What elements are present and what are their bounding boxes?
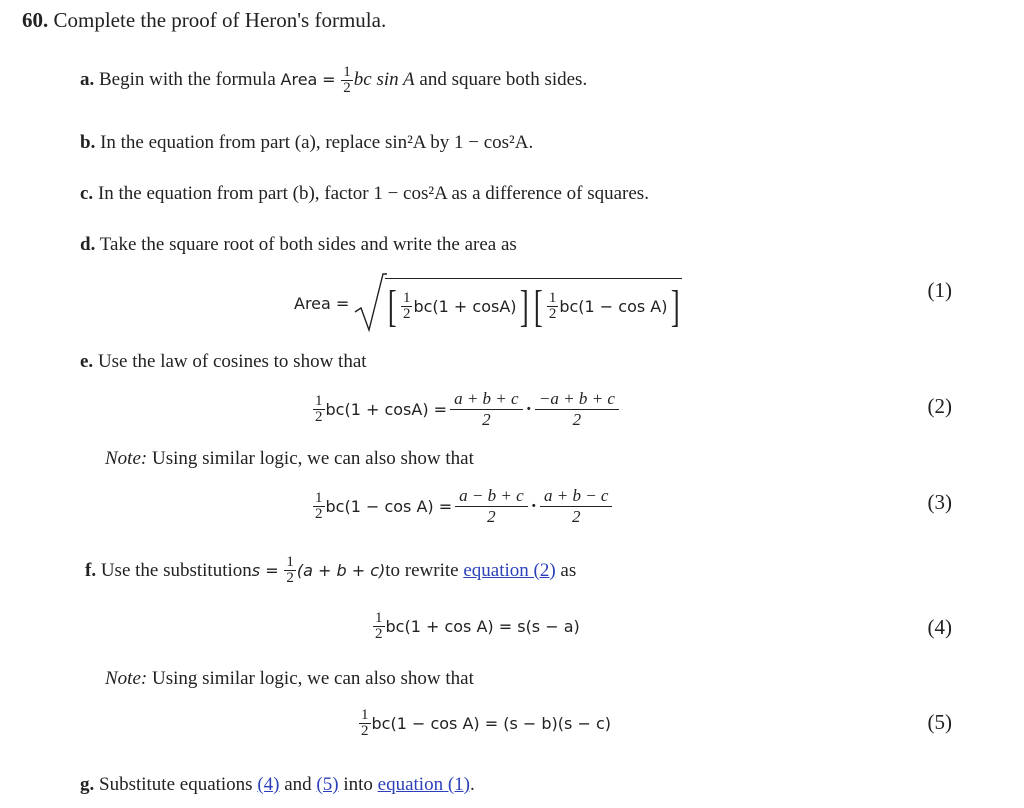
eq3-lhs: bc(1 − cos A) = [325,497,453,516]
part-e-text: Use the law of cosines to show that [97,351,367,372]
eq4-body: bc(1 + cos A) = s(s − a) [385,617,580,636]
part-d [80,234,517,256]
part-f-text-2: to rewrite [385,559,459,581]
substitution-s: s = [251,561,279,580]
part-d-label: d. [80,234,96,255]
area-word: Area [280,69,318,89]
part-g-text-2: and [279,774,317,795]
equation-3 [312,486,615,527]
problem-title: Complete the proof of Heron's formula. [53,8,387,32]
part-g-period: . [469,774,475,795]
part-g-text: Substitute equations [99,774,258,795]
equation-4 [372,611,580,642]
part-g-label: g. [80,774,95,795]
eq5-half: $\frac{1}{2}$ [361,707,369,739]
equation-2-link[interactable]: equation (2) [463,559,556,581]
note-2 [105,668,474,690]
eq2-fraction-1: $\frac{a + b + c}{2}$ [450,389,523,430]
sqrt-body [385,278,682,329]
note-1 [105,448,474,470]
part-e-label: e. [80,351,94,372]
part-g [80,774,475,796]
eq3-number: (3) [927,490,952,514]
part-b-label: b. [80,132,96,153]
problem-heading [22,8,386,33]
part-f-text: Use the substitution [100,559,252,581]
equation-2 [312,389,622,430]
problem-number: 60. [22,8,49,32]
eq5-body: bc(1 − cos A) = (s − b)(s − c) [371,714,611,733]
part-e [80,351,367,373]
left-bracket-2: [ [534,281,543,331]
equation-1 [294,272,682,334]
eq5-number: (5) [927,710,952,734]
left-bracket: [ [388,281,398,331]
equation-5 [358,708,611,739]
part-a [80,65,587,96]
eq1-number: (1) [927,278,952,302]
equation-4-link[interactable]: (4) [257,774,280,795]
part-f [85,555,576,586]
part-d-text: Take the square root of both sides and write the area as [99,234,517,255]
eq4-half: $\frac{1}{2}$ [375,610,383,642]
eq3-half: $\frac{1}{2}$ [315,490,323,522]
part-b-text: In the equation from part (a), replace sin²A by 1 − cos²A. [100,132,534,153]
equation-1-link[interactable]: equation (1) [377,774,470,795]
part-c-label: c. [80,183,94,204]
part-c-text: In the equation from part (b), factor 1 − cos²A as a difference of squares. [97,183,649,204]
note-2-label: Note: [105,668,148,689]
part-c [80,183,649,205]
equation-5-link[interactable]: (5) [316,774,339,795]
right-bracket-2: ] [670,281,680,331]
eq1-half-1: $\frac{1}{2}$ [402,290,411,322]
f-half: $\frac{1}{2}$ [286,554,294,586]
eq2-half: $\frac{1}{2}$ [315,393,323,425]
eq1-half-2: $\frac{1}{2}$ [548,290,557,322]
part-g-text-3: into [338,774,378,795]
eq4-number: (4) [927,615,952,639]
note-1-text: Using similar logic, we can also show that [147,448,474,469]
eq2-lhs: bc(1 + cosA) = [325,400,448,419]
part-f-label: f. [85,559,97,581]
eq3-fraction-1: $\frac{a - b + c}{2}$ [455,486,528,527]
eq1-factor-1: bc(1 + cosA) [413,297,517,316]
part-a-text-end: and square both sides. [414,68,588,90]
substitution-expr: (a + b + c) [296,561,386,580]
eq1-area-label: Area = [294,293,350,313]
eq2-fraction-2: −a + b + c 2 [535,389,619,430]
eq1-factor-2: bc(1 − cos A) [559,297,668,316]
area-expression: bc sin A [353,68,415,90]
eq2-number: (2) [927,394,952,418]
part-f-text-3: as [560,559,577,581]
half-fraction: $\frac{1}{2}$ [343,64,351,96]
right-bracket: ] [519,281,529,331]
eq2-dot: · [525,398,532,420]
note-2-text: Using similar logic, we can also show that [147,668,474,689]
part-a-text: Begin with the formula [99,68,281,90]
note-1-label: Note: [105,448,148,469]
part-a-label: a. [80,68,95,90]
sqrt-symbol [353,272,387,334]
part-b [80,132,533,154]
eq3-dot: · [530,495,537,517]
eq3-fraction-2: a + b − c 2 [540,486,613,527]
equals-sign: = [322,69,336,89]
